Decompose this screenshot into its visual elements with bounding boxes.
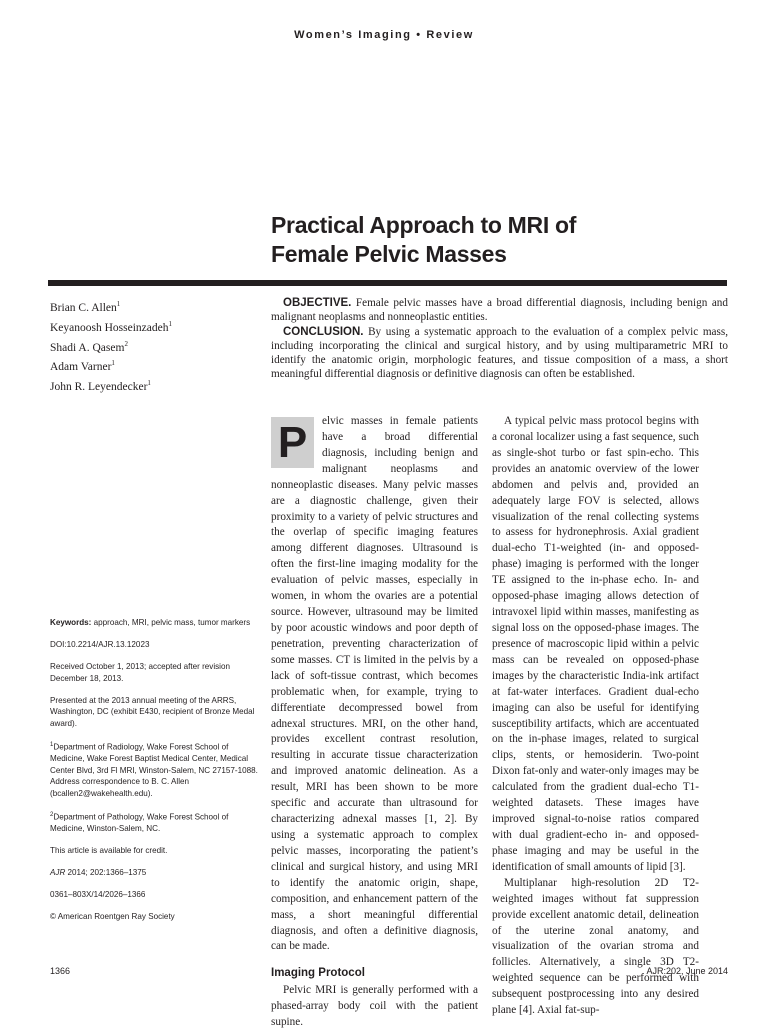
author: Keyanoosh Hosseinzadeh$^1$: [50, 319, 172, 334]
page-number: 1366: [50, 966, 71, 976]
issn: 0361–803X/14/2026–1366: [50, 890, 146, 899]
title-line-2: Female Pelvic Masses: [271, 241, 507, 267]
author: Shadi A. Qasem$^2$: [50, 339, 128, 354]
author: Adam Varner$^1$: [50, 359, 115, 374]
article-title: [271, 211, 731, 269]
objective-text: Female pelvic masses have a broad differential diagnosis, including benign and malignant neoplasms and nonneoplastic entities.: [271, 297, 728, 324]
journal-issue: AJR:202, June 2014: [646, 966, 728, 976]
objective-label: OBJECTIVE.: [283, 297, 352, 309]
keywords: [50, 617, 262, 629]
body-paragraph: A typical pelvic mass protocol begins with a coronal localizer using a fast sequence, such as single-shot turbo or fast spin-echo. This provides an anatomic overview of the lower abdomen and pelvis and, provided an adequately large FOV is selected, allows visualization of the renal collecting systems to assess for hydronephrosis. Axial gradient dual-echo T1-weighted (in- and opposed-phase) imaging is performed with the longer TE assigned to the in-phase echo. In- and opposed-phase imaging allows detection of intravoxel lipid within masses, manifesting as signal loss on the opposed-phase images. The presence of macroscopic lipid within a pelvic mass can be revealed on opposed-phase images by the characteristic India-ink artifact at fat-water interfaces. Gradient dual-echo imaging can also be useful for identifying susceptibility artifacts, which are accentuated on the in-phase images, related to surgical clips, stents, or hemosiderin. Two-point Dixon fat-only and water-only images may be calculated from the gradient dual-echo T1-weighted datasets. These images have improved signal-to-noise ratios compared with dual gradient-echo in- and opposed-phase imaging and may be useful in the identification of small amounts of lipid [3].: [492, 415, 699, 873]
body-column-1: [271, 414, 478, 1031]
drop-cap: P: [271, 417, 314, 468]
author: Brian C. Allen$^1$: [50, 300, 121, 314]
body-paragraph: Pelvic MRI is generally performed with a phased-array body coil with the patient supine.: [271, 984, 478, 1029]
abstract-conclusion: [271, 325, 728, 382]
title-rule: [48, 280, 727, 286]
section-heading: Imaging Protocol: [271, 967, 365, 980]
abstract: [271, 296, 728, 382]
affiliation-2: $^2$Department of Pathology, Wake Forest School of Medicine, Winston-Salem, NC.: [50, 811, 229, 834]
affiliation-1: $^1$Department of Radiology, Wake Forest School of Medicine, Wake Forest Baptist Medical Center, Medical Center Blvd, 3rd Fl MRI, Winston-Salem, NC 27157-1088. Address correspondence to B. C. Allen (bcallen2@wakehealth.edu).: [50, 741, 258, 798]
conclusion-label: CONCLUSION.: [283, 325, 364, 338]
citation: AJR 2014; 202:1366–1375: [50, 868, 147, 878]
author: John R. Leyendecker$^1$: [50, 379, 151, 394]
body-column-2: [492, 414, 699, 1019]
title-line-1: Practical Approach to MRI of: [271, 212, 577, 238]
copyright: © American Roentgen Ray Society: [50, 911, 175, 921]
credit-note: This article is available for credit.: [50, 846, 168, 856]
received-dates: Received October 1, 2013; accepted after revision December 18, 2013.: [50, 661, 230, 683]
body-paragraph: Multiplanar high-resolution 2D T2-weighted images without fat suppression provide excellent anatomic detail, delineation of the uterine zonal anatomy, and visualization of the ovarian stroma and follicles. Alternatively, a single 3D T2-weighted sequence can be performed with subsequent postprocessing into any desired plane [4]. Axial fat-sup-: [492, 876, 699, 1017]
abstract-objective: [271, 296, 728, 325]
keywords-text: approach, MRI, pelvic mass, tumor markers: [91, 618, 251, 627]
article-info-sidebar: [50, 617, 262, 933]
author-list: [50, 296, 260, 395]
presented-note: Presented at the 2013 annual meeting of the ARRS, Washington, DC (exhibit E430, recipient of Bronze Medal award).: [50, 695, 255, 728]
doi: DOI:10.2214/AJR.13.12023: [50, 639, 150, 649]
conclusion-text: By using a systematic approach to the evaluation of a complex pelvic mass, including incorporating the clinical and surgical history, and by using multiparametric MRI to identify the anatomic origin, morphologic features, and tissue composition of a mass, a short meaningful differential diagnosis or definitive diagnosis can often be established.: [271, 325, 728, 381]
keywords-label: Keywords:: [50, 618, 92, 627]
intro-paragraph: P elvic masses in female patients have a broad differential diagnosis, including benign and malignant neoplasms and nonneoplastic diseases. Many pelvic masses are a diagnostic challenge, given their proximity to a variety of pelvic structures and the overlap of specific imaging features among different diagnoses. Ultrasound is often the first-line imaging modality for the evaluation of pelvic masses, especially in women, in whom the ovaries are a potential source. However, ultrasound may be limited by poor acoustic windows and poor depth of penetration, preventing characterization of some masses. CT is limited in the pelvis by a lack of soft-tissue contrast, which becomes problematic when, for example, trying to differentiate decompressed bowel from adnexal structures. MRI, on the other hand, provides excellent contrast resolution, resulting in accurate tissue characterization and improved anatomic delineation. As a result, MRI has been shown to be more specific and accurate than ultrasound for characterizing adnexal masses [1, 2]. By using a systematic approach to complex pelvic masses, incorporating the patient’s clinical and surgical history, and using MRI to identify the anatomic origin, shape, composition, and enhancement pattern of the mass, a short meaningful differential diagnosis, and often a definitive diagnosis, can be made.: [271, 415, 478, 953]
running-header: Women’s Imaging • Review: [294, 29, 474, 41]
